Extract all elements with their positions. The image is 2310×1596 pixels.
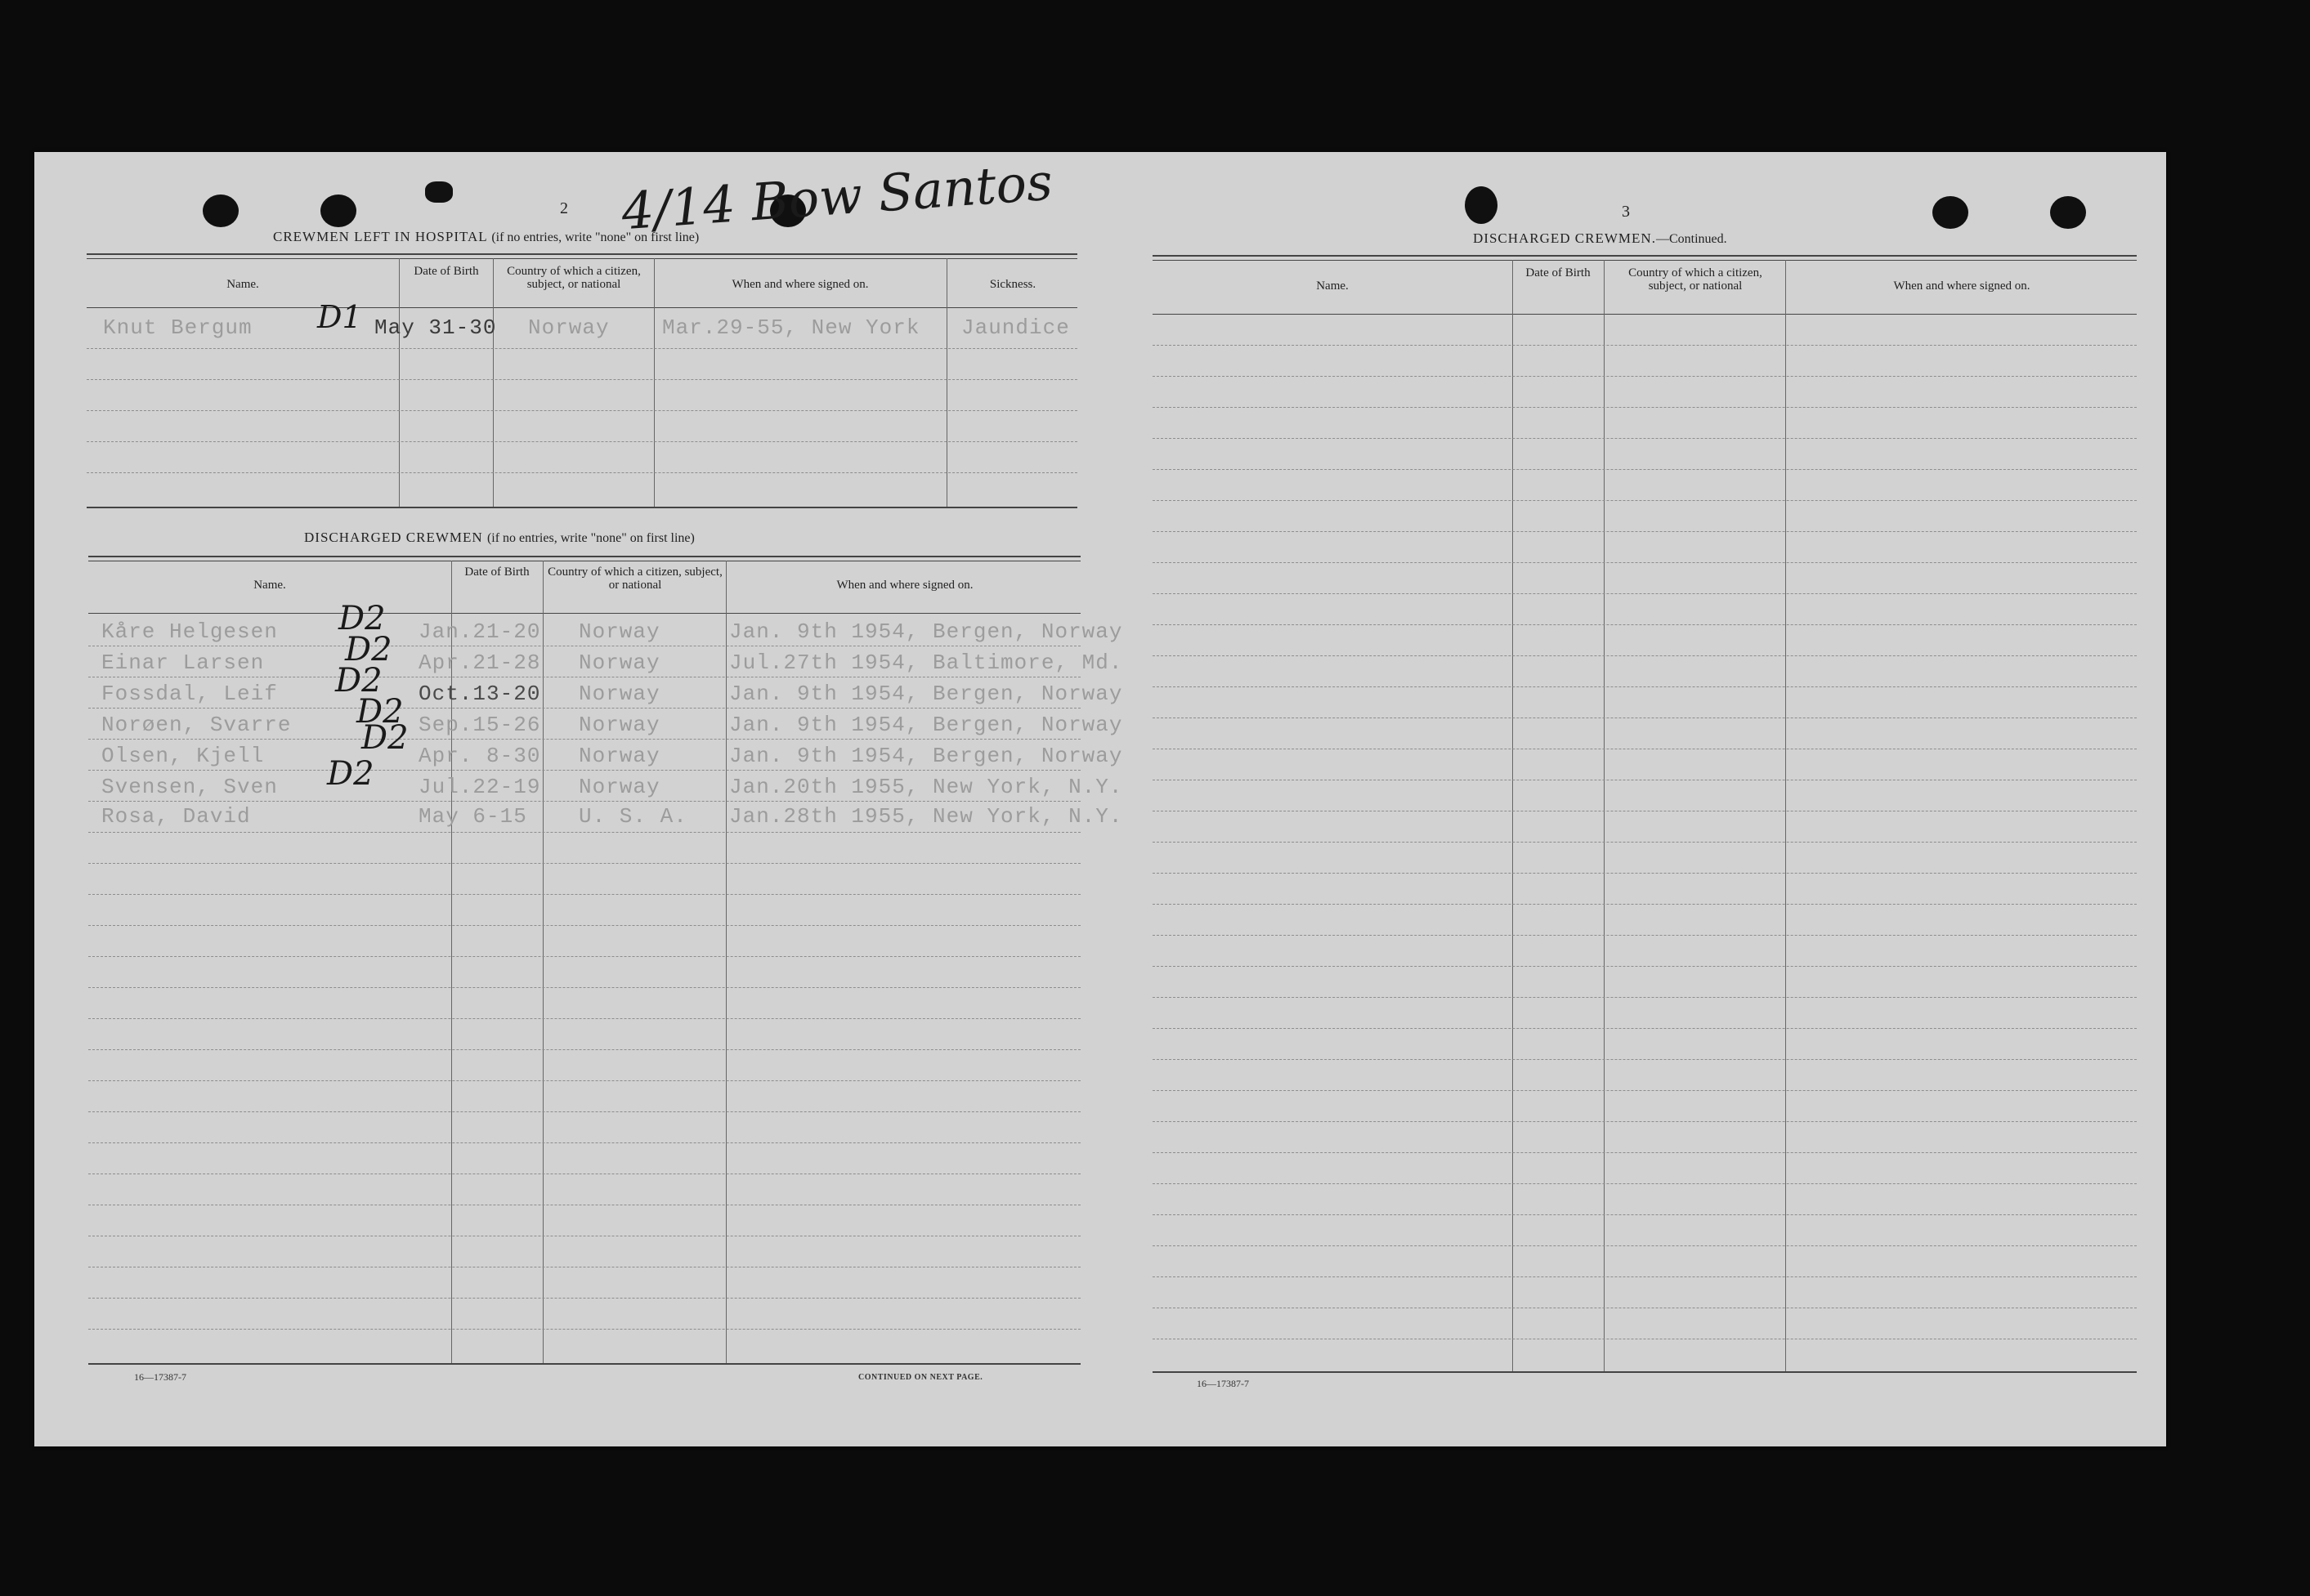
right-section-title — [1473, 230, 1727, 247]
discharged-row-dob: Sep.15-26 — [419, 713, 541, 737]
ink-blot — [425, 181, 453, 203]
right-title: DISCHARGED CREWMEN. — [1473, 230, 1656, 246]
col-header-name: Name. — [253, 579, 286, 592]
discharged-row-name: Norøen, Svarre — [101, 713, 292, 737]
hospital-instruction: (if no entries, write "none" on first line) — [491, 230, 700, 244]
discharged-instruction: (if no entries, write "none" on first line) — [486, 531, 695, 545]
hospital-row-dob: May 31-30 — [374, 315, 497, 340]
discharged-row-name: Einar Larsen — [101, 650, 265, 675]
discharged-row-mark: D2 — [356, 693, 404, 731]
hospital-title: CREWMEN LEFT IN HOSPITAL — [273, 229, 488, 244]
discharged-row-country: U. S. A. — [579, 804, 687, 829]
discharged-row-dob: Oct.13-20 — [419, 682, 541, 706]
discharged-row-country: Norway — [579, 775, 660, 799]
document-sheet — [34, 152, 2166, 1446]
discharged-row-signed-on: Jan. 9th 1954, Bergen, Norway — [729, 744, 1123, 768]
col-header-dob: Date of Birth — [1525, 266, 1591, 279]
discharged-row-dob: Jan.21-20 — [419, 619, 541, 644]
punch-hole — [2050, 196, 2086, 229]
form-number: 16—17387-7 — [134, 1371, 186, 1383]
col-header-signed-on: When and where signed on. — [1893, 279, 2030, 293]
punch-hole — [203, 194, 239, 227]
discharged-row-name: Rosa, David — [101, 804, 251, 829]
discharged-row-mark: D2 — [327, 755, 374, 793]
discharged-row-dob: Apr.21-28 — [419, 650, 541, 675]
discharged-row-mark: D2 — [338, 600, 386, 637]
discharged-row-dob: Apr. 8-30 — [419, 744, 541, 768]
discharged-row-name: Kåre Helgesen — [101, 619, 278, 644]
discharged-row-name: Fossdal, Leif — [101, 682, 278, 706]
discharged-row-name: Olsen, Kjell — [101, 744, 265, 768]
discharged-row-signed-on: Jan. 9th 1954, Bergen, Norway — [729, 713, 1123, 737]
discharged-row-signed-on: Jan. 9th 1954, Bergen, Norway — [729, 619, 1123, 644]
col-header-country: Country of which a citizen, subject, or national — [1628, 266, 1762, 293]
right-title-suffix: —Continued. — [1655, 232, 1727, 246]
discharged-row-name: Svensen, Sven — [101, 775, 278, 799]
discharged-row-country: Norway — [579, 619, 660, 644]
continued-note: CONTINUED ON NEXT PAGE. — [858, 1373, 983, 1382]
handwritten-note: 4/14 Bow Santos — [620, 151, 1054, 242]
page-number: 3 — [1622, 203, 1630, 221]
discharged-section-title — [304, 530, 695, 546]
discharged-row-signed-on: Jan. 9th 1954, Bergen, Norway — [729, 682, 1123, 706]
page-number: 2 — [560, 199, 568, 217]
discharged-row-country: Norway — [579, 682, 660, 706]
discharged-row-country: Norway — [579, 744, 660, 768]
hospital-section-title — [273, 229, 699, 245]
hospital-row-mark: D1 — [317, 299, 362, 335]
hospital-row-country: Norway — [528, 315, 610, 340]
discharged-title: DISCHARGED CREWMEN — [304, 530, 483, 545]
discharged-row-mark: D2 — [335, 662, 383, 700]
col-header-country: Country of which a citizen, subject, or national — [548, 566, 723, 592]
punch-hole — [320, 194, 356, 227]
col-header-signed-on: When and where signed on. — [836, 579, 974, 592]
col-header-dob: Date of Birth — [414, 265, 479, 278]
discharged-row-signed-on: Jan.28th 1955, New York, N.Y. — [729, 804, 1123, 829]
punch-hole — [1465, 186, 1497, 224]
form-number: 16—17387-7 — [1197, 1378, 1249, 1389]
col-header-dob: Date of Birth — [464, 566, 530, 579]
hospital-row-name: Knut Bergum — [103, 315, 253, 340]
punch-hole — [1932, 196, 1968, 229]
right-discharged-table — [1153, 255, 2137, 1373]
col-header-name: Name. — [226, 278, 259, 291]
hospital-row-sickness: Jaundice — [961, 315, 1070, 340]
hospital-row-signed-on: Mar.29-55, New York — [662, 315, 920, 340]
discharged-table — [88, 556, 1123, 1365]
discharged-row-dob: May 6-15 — [419, 804, 527, 829]
discharged-row-country: Norway — [579, 650, 660, 675]
discharged-row-signed-on: Jan.20th 1955, New York, N.Y. — [729, 775, 1123, 799]
discharged-row-dob: Jul.22-19 — [419, 775, 541, 799]
discharged-row-country: Norway — [579, 713, 660, 737]
discharged-row-signed-on: Jul.27th 1954, Baltimore, Md. — [729, 650, 1123, 675]
discharged-row-mark: D2 — [345, 631, 392, 668]
col-header-sickness: Sickness. — [989, 278, 1036, 291]
col-header-name: Name. — [1316, 279, 1349, 293]
hospital-table — [87, 253, 1077, 508]
discharged-row-mark: D2 — [361, 719, 409, 757]
col-header-country: Country of which a citizen, subject, or national — [507, 265, 641, 291]
col-header-signed-on: When and where signed on. — [732, 278, 869, 291]
